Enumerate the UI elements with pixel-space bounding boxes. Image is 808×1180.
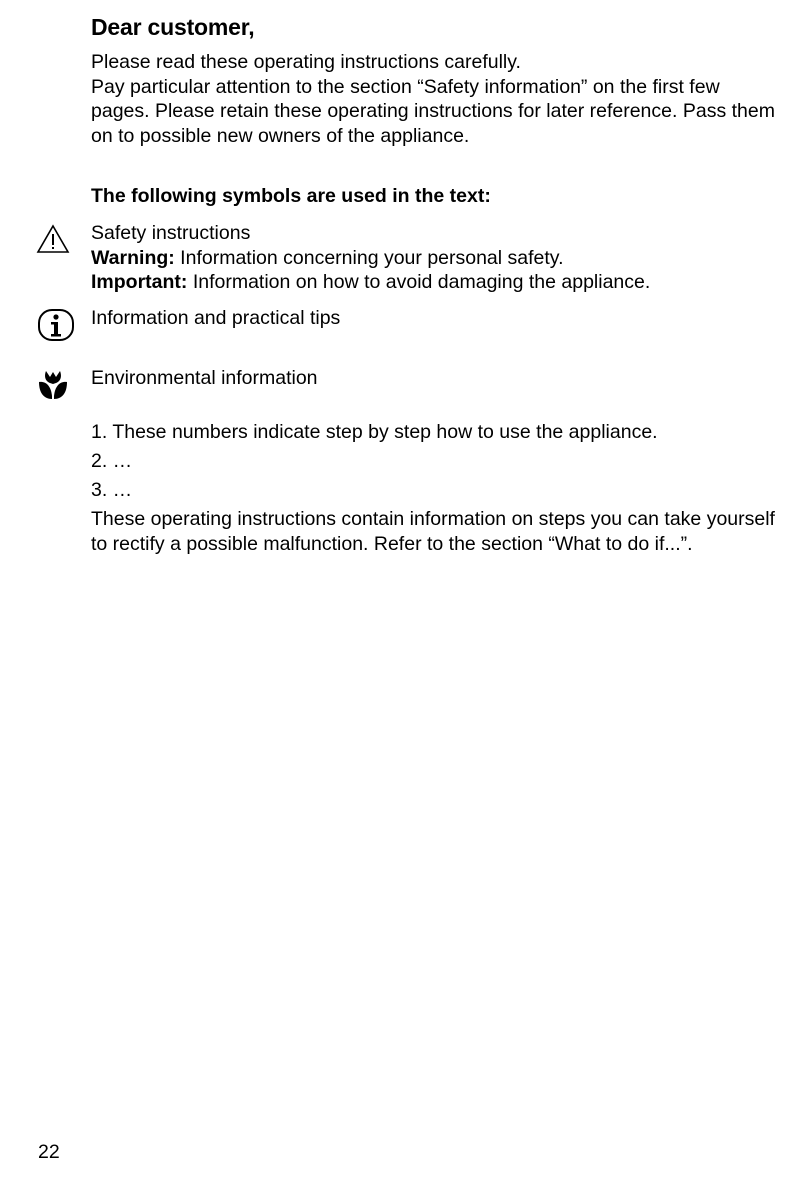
- step-item: 1. These numbers indicate step by step how to use the appliance.: [91, 421, 658, 443]
- environment-block: [91, 366, 318, 391]
- safety-label: Safety instructions: [91, 222, 251, 244]
- warning-label: Warning:: [91, 246, 175, 269]
- environment-leaf-icon: [36, 368, 70, 402]
- symbols-heading: The following symbols are used in the text:: [91, 185, 491, 207]
- tips-block: [91, 306, 340, 331]
- step-item: 2. …: [91, 450, 133, 472]
- intro-line-2: Pay particular attention to the section “Safety information” on the first few pages. Please retain these operating instructions for later reference. Pass them on to possible new owners of the appliance.: [91, 75, 775, 147]
- warning-text: Information concerning your personal safety.: [174, 246, 564, 269]
- warning-line: [91, 246, 781, 271]
- intro-line-1: Please read these operating instructions carefully.: [91, 51, 521, 73]
- warning-triangle-icon: [36, 224, 70, 254]
- safety-instructions-block: [91, 221, 781, 295]
- important-text: Information on how to avoid damaging the appliance.: [187, 271, 651, 293]
- troubleshooting-note: These operating instructions contain information on steps you can take yourself to rectify a possible malfunction. Refer to the section “What to do if...”.: [91, 508, 775, 555]
- important-label: Important:: [91, 271, 188, 293]
- intro-text: [91, 50, 781, 148]
- step-item: 3. …: [91, 479, 133, 501]
- steps-section: [91, 420, 781, 556]
- tips-label: Information and practical tips: [91, 307, 341, 329]
- important-line: [91, 270, 781, 295]
- environment-label: Environmental information: [91, 367, 318, 389]
- page-number: 22: [38, 1141, 60, 1163]
- info-icon: [36, 308, 76, 342]
- page-title: Dear customer,: [91, 14, 255, 40]
